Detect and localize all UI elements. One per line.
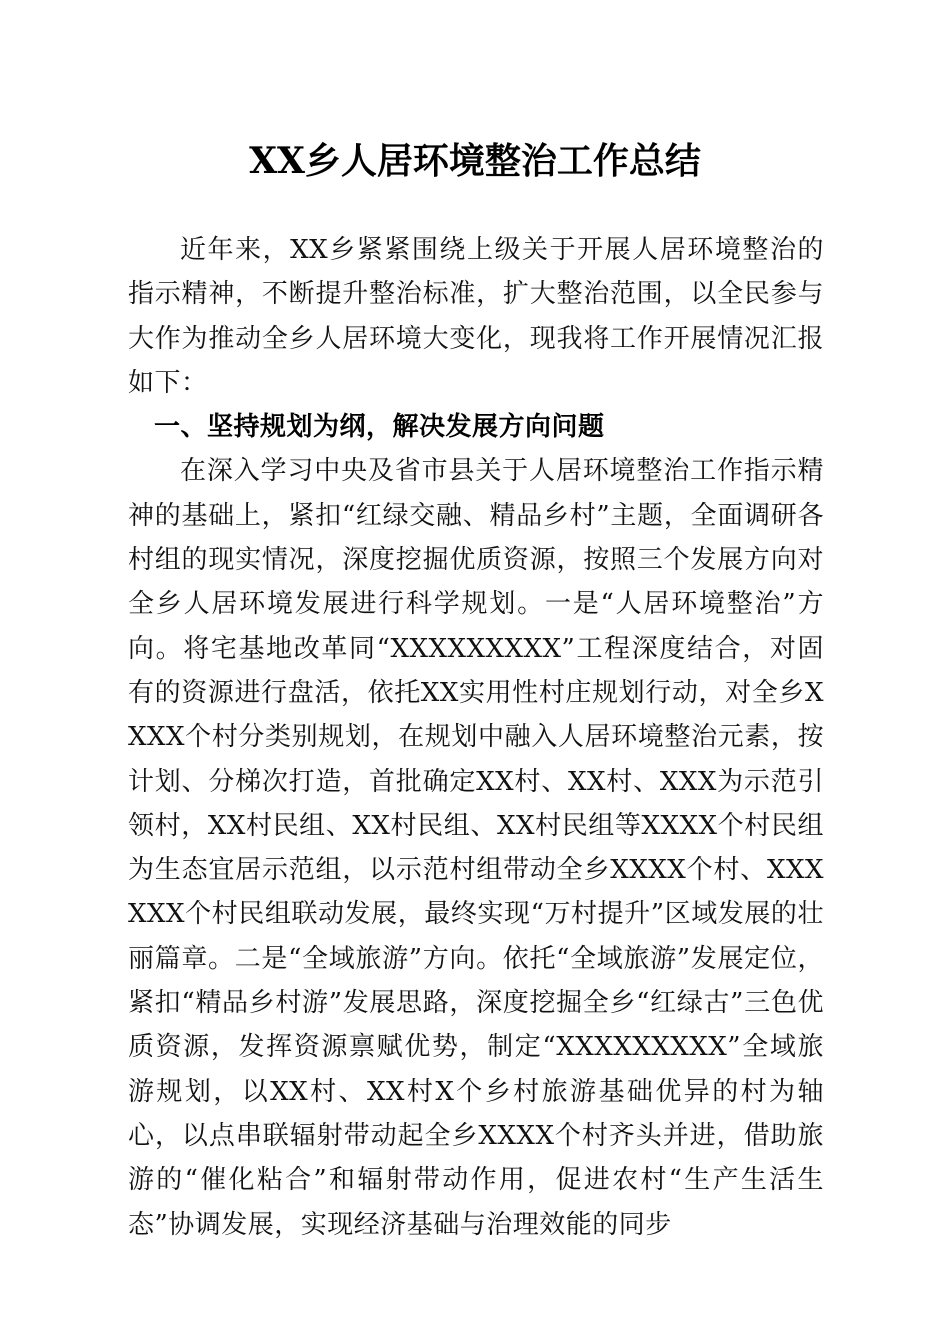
document-title: XX乡人居环境整治工作总结 xyxy=(249,140,701,182)
section-paragraph: 在深入学习中央及省市县关于人居环境整治工作指示精神的基础上，紧扣“红绿交融、精品乡村”主题，全面调研各村组的现实情况，深度挖掘优质资源，按照三个发展方向对全乡人居环境发展进行科学规划。一是“人居环境整治”方向。将宅基地改革同“XXXXXXXXX”工程深度结合，对固有的资源进行盘活，依托XX实用性村庄规划行动，对全乡XXXX个村分类别规划，在规划中融入人居环境整治元素，按计划、分梯次打造，首批确定XX村、XX村、XXX为示范引领村，XX村民组、XX村民组、XX村民组等XXXX个村民组为生态宜居示范组，以示范村组带动全乡XXXX个村、XXXXXX个村民组联动发展，最终实现“万村提升”区域发展的壮丽篇章。二是“全域旅游”方向。依托“全域旅游”发展定位，紧扣“精品乡村游”发展思路，深度挖掘全乡“红绿古”三色优质资源，发挥资源禀赋优势，制定“XXXXXXXXX”全域旅游规划，以XX村、XX村X个乡村旅游基础优异的村为轴心，以点串联辐射带动起全乡XXXX个村齐头并进，借助旅游的“催化粘合”和辐射带动作用，促进农村“生产生活生态”协调发展，实现经济基础与治理效能的同步 xyxy=(128,456,824,1240)
document-body xyxy=(128,228,824,1247)
intro-paragraph: 近年来，XX乡紧紧围绕上级关于开展人居环境整治的指示精神，不断提升整治标准，扩大整治范围，以全民参与大作为推动全乡人居环境大变化，现我将工作开展情况汇报如下： xyxy=(128,235,824,398)
section-heading: 一、坚持规划为纲，解决发展方向问题 xyxy=(154,412,605,443)
